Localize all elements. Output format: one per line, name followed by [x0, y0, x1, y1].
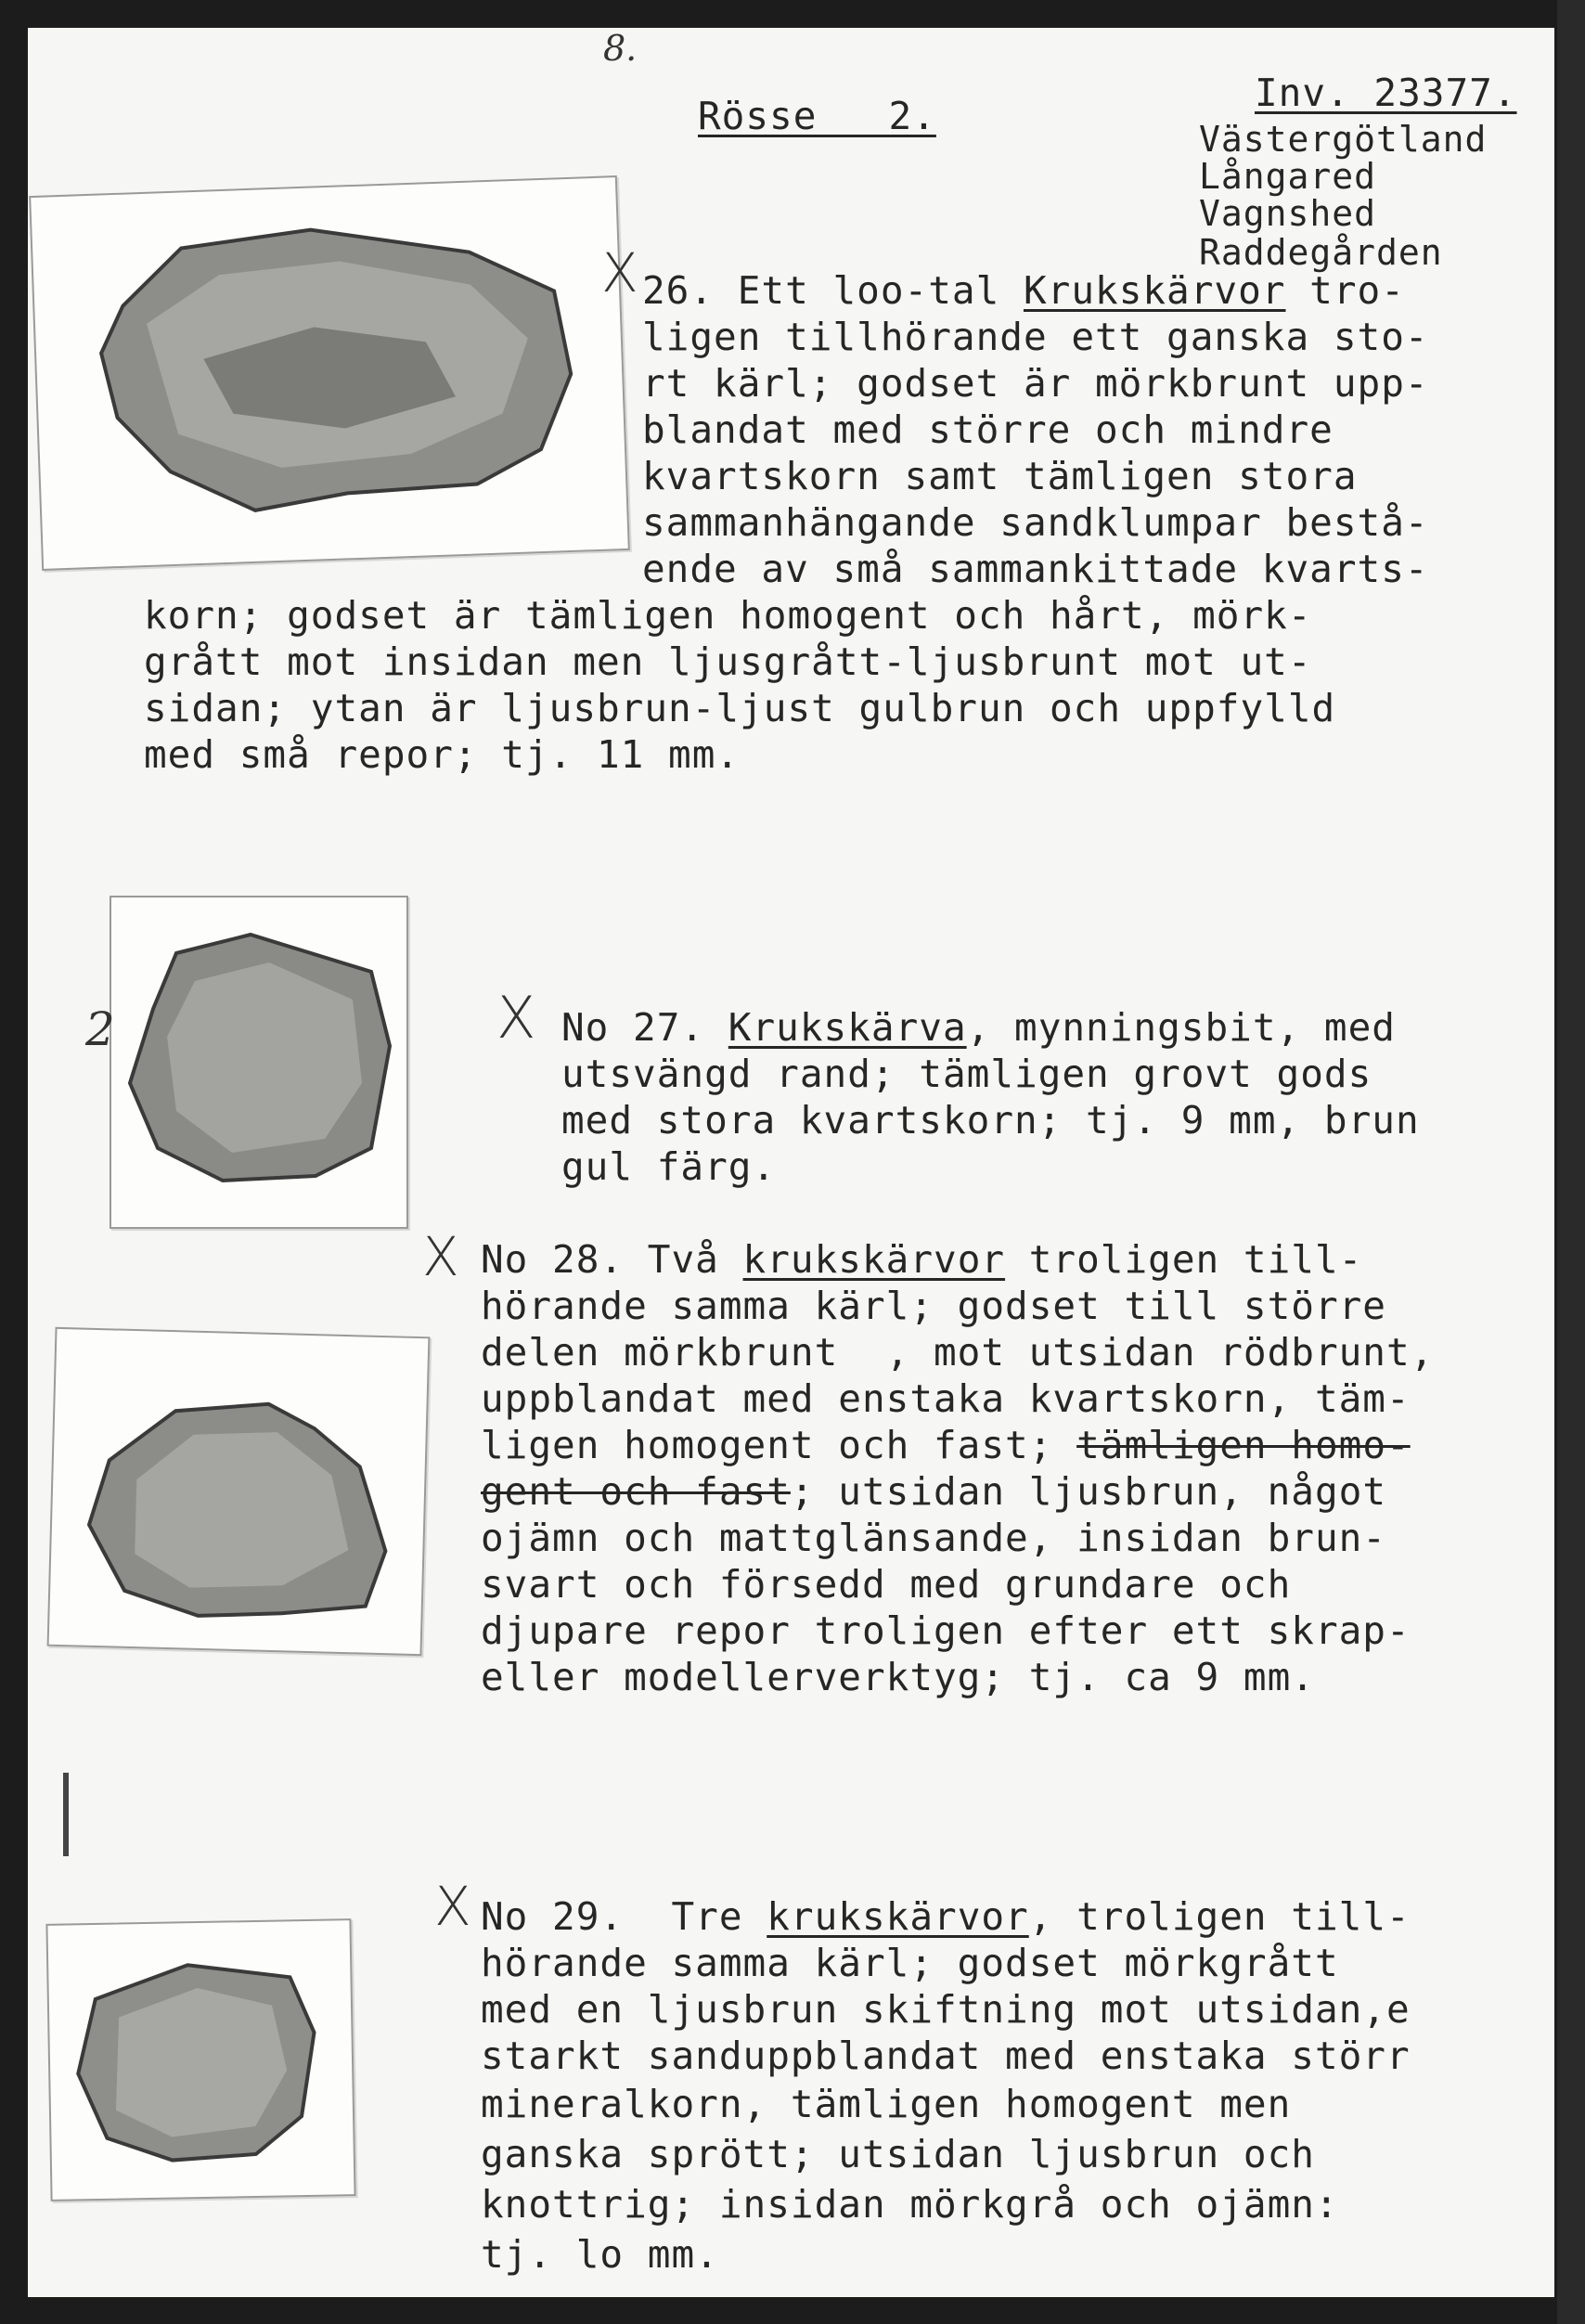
sherd-27-image — [111, 897, 406, 1227]
entry-line — [144, 639, 1312, 685]
entry-line — [481, 1515, 1386, 1561]
entry-line — [642, 499, 1429, 546]
entry-line — [642, 407, 1334, 453]
entry-line — [642, 453, 1358, 499]
text-run: tro- — [1285, 268, 1405, 313]
entry-line — [481, 1940, 1339, 1986]
text-run: starkt sanduppblandat med enstaka störr — [481, 2034, 1411, 2078]
entry-line — [561, 1143, 776, 1190]
text-run: ende av små sammankittade kvarts- — [642, 547, 1429, 591]
text-run: svart och försedd med grundare och — [481, 1562, 1292, 1607]
entry-line — [481, 1329, 1434, 1375]
sherd-photo-29 — [45, 1918, 355, 2201]
sherd-29-image — [47, 1920, 354, 2200]
entry-line — [481, 1236, 1362, 1283]
entry-line — [481, 1283, 1386, 1329]
entry-line — [481, 1607, 1411, 1654]
text-run: ligen tillhörande ett ganska sto- — [642, 315, 1429, 359]
entry-29-mark: X — [434, 1875, 471, 1938]
text-run: , mynningsbit, med — [966, 1005, 1396, 1050]
sherd-26-image — [31, 177, 628, 569]
text-run: korn; godset är tämligen homogent och hårt, mörk- — [144, 593, 1312, 638]
entry-line — [144, 592, 1312, 639]
text-run: utsvängd rand; tämligen grovt gods — [561, 1052, 1372, 1096]
entry-line — [642, 546, 1429, 592]
text-run: kvartskorn samt tämligen stora — [642, 454, 1358, 498]
entry-line — [642, 314, 1429, 360]
entry-line — [642, 360, 1429, 407]
text-run: rt kärl; godset är mörkbrunt upp- — [642, 361, 1429, 406]
text-run: delen mörkbrunt , mot utsidan rödbrunt, — [481, 1330, 1435, 1375]
entry-line — [481, 1986, 1411, 2033]
entry-28-mark: X — [422, 1225, 459, 1288]
entry-line — [561, 1097, 1420, 1143]
page-number: 8. — [603, 28, 638, 69]
text-run: ganska sprött; utsidan ljusbrun och — [481, 2132, 1315, 2176]
entry-line — [481, 2081, 1291, 2127]
entry-26-mark: X — [601, 241, 638, 304]
entry-line — [144, 685, 1335, 731]
entry-line — [561, 1004, 1396, 1051]
entry-line — [481, 2231, 719, 2278]
underlined-term: krukskärvor — [742, 1237, 1006, 1282]
entry-line — [481, 1893, 1411, 1940]
text-run: tj. lo mm. — [481, 2232, 719, 2277]
stray-mark — [63, 1773, 69, 1856]
location-2: Långared — [1199, 156, 1377, 197]
sherd-photo-27 — [110, 896, 408, 1229]
text-run: hörande samma kärl; godset mörkgrått — [481, 1941, 1339, 1985]
text-run: uppblandat med enstaka kvartskorn, täm- — [481, 1376, 1411, 1421]
text-run: med små repor; tj. 11 mm. — [144, 732, 741, 777]
entry-line — [481, 1654, 1315, 1700]
entry-line — [481, 1468, 1386, 1515]
text-run: sammanhängande sandklumpar bestå- — [642, 500, 1429, 545]
sherd-photo-28 — [47, 1327, 431, 1656]
entry-line — [481, 1561, 1291, 1607]
entry-line — [561, 1051, 1372, 1097]
text-run: med en ljusbrun skiftning mot utsidan,e — [481, 1987, 1411, 2032]
struck-text: gent och fast — [481, 1469, 791, 1514]
entry-27-mark: X — [496, 984, 536, 1052]
text-run: med stora kvartskorn; tj. 9 mm, brun — [561, 1098, 1420, 1143]
sherd-28-image — [49, 1329, 429, 1654]
text-run: eller modellerverktyg; tj. ca 9 mm. — [481, 1655, 1315, 1699]
text-run: sidan; ytan är ljusbrun-ljust gulbrun och uppfylld — [144, 686, 1336, 730]
location-3: Vagnshed — [1199, 193, 1377, 234]
sherd-photo-26 — [29, 175, 630, 571]
text-run: gul färg. — [561, 1144, 777, 1189]
text-run: ojämn och mattglänsande, insidan brun- — [481, 1516, 1386, 1560]
struck-text: tämligen homo- — [1076, 1423, 1411, 1467]
text-run: No 28. Två — [481, 1237, 743, 1282]
text-run: ; utsidan ljusbrun, något — [790, 1469, 1387, 1514]
entry-line — [144, 731, 740, 778]
text-run: No 29. Tre — [481, 1894, 767, 1939]
underlined-term: Krukskärvor — [1023, 268, 1286, 313]
text-run: blandat med större och mindre — [642, 407, 1334, 452]
entry-line — [481, 1422, 1411, 1468]
text-run: , troligen till- — [1028, 1894, 1411, 1939]
margin-note: 2 — [85, 1002, 115, 1056]
entry-line — [481, 2033, 1411, 2079]
text-run: 26. Ett loo-tal — [642, 268, 1024, 313]
site-title: Rösse 2. — [698, 94, 936, 138]
entry-line — [481, 1375, 1411, 1422]
underlined-term: Krukskärva — [728, 1005, 967, 1050]
text-run: No 27. — [561, 1005, 728, 1050]
entry-line — [481, 2181, 1339, 2227]
catalogue-sheet — [28, 28, 1554, 2297]
text-run: troligen till- — [1005, 1237, 1363, 1282]
text-run: knottrig; insidan mörkgrå och ojämn: — [481, 2182, 1339, 2227]
text-run: ligen homogent och fast; — [481, 1423, 1077, 1467]
text-run: djupare repor troligen efter ett skrap- — [481, 1608, 1411, 1653]
text-run: hörande samma kärl; godset till större — [481, 1284, 1386, 1328]
text-run: grått mot insidan men ljusgrått-ljusbrunt mot ut- — [144, 639, 1312, 684]
inventory-number: Inv. 23377. — [1255, 71, 1517, 115]
text-run: mineralkorn, tämligen homogent men — [481, 2082, 1292, 2126]
underlined-term: krukskärvor — [767, 1894, 1029, 1939]
location-4: Raddegården — [1199, 232, 1443, 273]
entry-line — [642, 267, 1405, 314]
scan-edge — [1557, 0, 1585, 2324]
location-1: Västergötland — [1199, 119, 1488, 160]
entry-line — [481, 2131, 1315, 2177]
